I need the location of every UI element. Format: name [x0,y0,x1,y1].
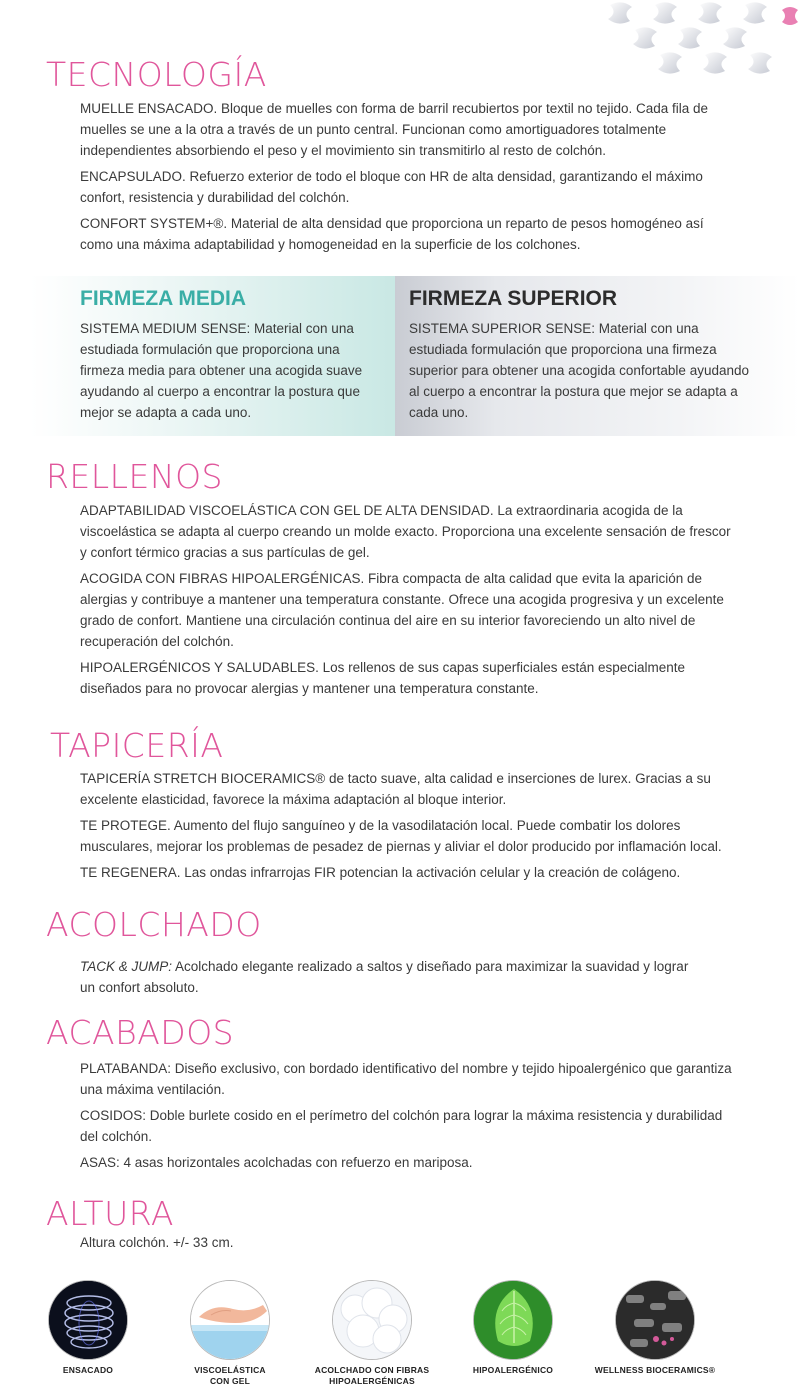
paragraph-encapsulado: ENCAPSULADO. Refuerzo exterior de todo el bloque con HR de alta densidad, garantizando el máximo confort, resistencia y durabilidad del colchón. [80,169,703,205]
paragraph-fibras: ACOGIDA CON FIBRAS HIPOALERGÉNICAS. Fibra compacta de alta calidad que evita la aparición de alergias y contribuye a mantener una temperatura constante. Ofrece una acogida progresiva y un excelente grado de confort. Mantiene una circulación continua del aire en su interior favoreciendo un alto nivel de recuperación del colchón. [80,571,724,649]
paragraph-confort-system: CONFORT SYSTEM+®. Material de alta densidad que proporciona un reparto de pesos homogéneo así como una máxima adaptabilidad y homogeneidad en la superficie de los colchones. [80,216,704,252]
spring-icon [48,1280,128,1360]
feature-hipoalergenico [443,1280,583,1376]
rellenos-body [80,500,740,704]
icon-label-line1: WELLNESS BIOCERAMICS® [594,1365,716,1375]
icon-label-line1: HIPOALERGÉNICO [472,1365,554,1375]
acabados-body [80,1058,740,1178]
acolchado-text: Acolchado elegante realizado a saltos y diseñado para maximizar la suavidad y lograr un confort absoluto. [80,959,689,995]
firmeza-media-text: SISTEMA MEDIUM SENSE: Material con una estudiada formulación que proporciona una firmeza media para obtener una acogida suave ayudando al cuerpo a encontrar la postura que mejor se adapta a cada uno. [80,321,363,420]
feature-acolchado-fibras [302,1280,442,1387]
altura-body [80,1232,740,1258]
feature-icons [0,1280,800,1386]
section-title-acabados: ACABADOS [46,1013,235,1052]
firmeza-superior-title: FIRMEZA SUPERIOR [409,287,618,310]
paragraph-platabanda: PLATABANDA: Diseño exclusivo, con bordado identificativo del nombre y tejido hipoalergénico que garantiza una máxima ventilación. [80,1061,732,1097]
firmeza-band [30,276,800,436]
icon-label-line1: VISCOELÁSTICA [194,1365,266,1375]
paragraph-stretch-bioceramics: TAPICERÍA STRETCH BIOCERAMICS® de tacto suave, alta calidad e inserciones de lurex. Gracias a su excelente elasticidad, favorece la máxima adaptación al bloque interior. [80,771,711,807]
paragraph-te-regenera: TE REGENERA. Las ondas infrarrojas FIR potencian la activación celular y la creación de colágeno. [80,865,681,880]
paragraph-hipoalergenicos: HIPOALERGÉNICOS Y SALUDABLES. Los rellenos de sus capas superficiales están especialmente diseñados para no provocar alergias y mantener una temperatura constante. [80,660,686,696]
icon-label-line1: ENSACADO [62,1365,114,1375]
acolchado-body [80,956,700,1003]
feature-viscoelastica [160,1280,300,1387]
icon-label-line2: HIPOALERGÉNICAS [329,1376,415,1386]
section-title-tecnologia: TECNOLOGÍA [46,55,267,94]
bioceramics-icon [615,1280,695,1360]
section-title-acolchado: ACOLCHADO [46,905,262,944]
section-title-altura: ALTURA [46,1194,174,1233]
feature-wellness-bioceramics [585,1280,725,1376]
paragraph-viscoelastica: ADAPTABILIDAD VISCOELÁSTICA CON GEL DE ALTA DENSIDAD. La extraordinaria acogida de la viscoelástica se adapta al cuerpo creando un molde exacto. Proporciona una excelente sensación de frescor y confort térmico gracias a sus partículas de gel. [80,503,731,560]
section-title-tapiceria: TAPICERÍA [50,726,224,765]
tack-jump-label: TACK & JUMP: [80,959,173,974]
tecnologia-body [80,98,740,260]
paragraph-muelle-ensacado: MUELLE ENSACADO. Bloque de muelles con forma de barril recubiertos por textil no tejido. Cada fila de muelles se une a la otra a través de un punto central. Funcionan como amortiguadores totalmente independientes absorbiendo el peso y el movimiento sin transmitirlo al resto de colchón. [80,101,709,158]
paragraph-te-protege: TE PROTEGE. Aumento del flujo sanguíneo y de la vasodilatación local. Puede combatir los dolores musculares, mejorar los problemas de pesadez de piernas y aliviar el dolor producido por inflamación local. [80,818,722,854]
tapiceria-body [80,768,740,888]
leaf-icon [473,1280,553,1360]
feature-ensacado [18,1280,158,1376]
firmeza-media-panel [30,276,395,436]
decorative-pattern [550,0,800,90]
paragraph-asas: ASAS: 4 asas horizontales acolchadas con refuerzo en mariposa. [80,1155,473,1170]
foam-hand-icon [190,1280,270,1360]
altura-text: Altura colchón. +/- 33 cm. [80,1235,234,1250]
firmeza-superior-text: SISTEMA SUPERIOR SENSE: Material con una estudiada formulación que proporciona una firmeza superior para obtener una acogida confortable ayudando al cuerpo a encontrar la postura que mejor se adapta a cada uno. [409,321,749,420]
firmeza-media-title: FIRMEZA MEDIA [80,287,247,310]
firmeza-superior-panel [395,276,800,436]
paragraph-cosidos: COSIDOS: Doble burlete cosido en el perímetro del colchón para lograr la máxima resistencia y durabilidad del colchón. [80,1108,723,1144]
fiber-icon [332,1280,412,1360]
section-title-rellenos: RELLENOS [46,457,224,496]
icon-label-line2: CON GEL [209,1376,251,1386]
icon-label-line1: ACOLCHADO CON FIBRAS [314,1365,430,1375]
